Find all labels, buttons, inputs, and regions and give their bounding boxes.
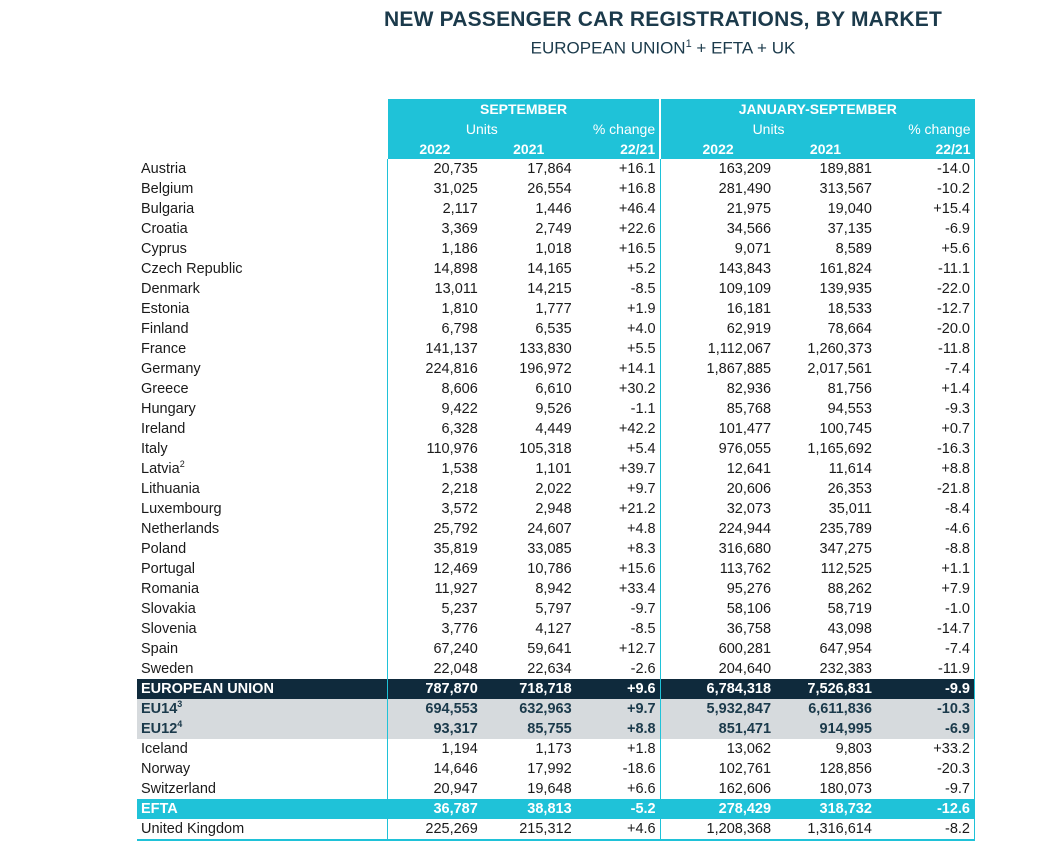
ytd-pct-change: -9.7 bbox=[876, 779, 975, 799]
sep-2021: 105,318 bbox=[519, 441, 572, 457]
header-period-ytd-pct: 22/21 bbox=[876, 139, 975, 159]
sep-pct-change: +22.6 bbox=[618, 221, 656, 237]
country-name: Cyprus bbox=[137, 239, 388, 259]
ytd-2021: 100,745 bbox=[819, 421, 872, 437]
table-row bbox=[137, 479, 975, 499]
country-name: Austria bbox=[137, 159, 388, 179]
header-year-2022-sep: 2022 bbox=[388, 139, 482, 159]
sep-2022: 2,117 bbox=[442, 201, 478, 217]
sep-2021: 4,127 bbox=[535, 621, 572, 637]
table-row bbox=[137, 659, 975, 679]
sep-pct-change: +1.9 bbox=[627, 301, 656, 317]
sep-pct-change: +15.6 bbox=[618, 561, 656, 577]
ytd-2021: 161,824 bbox=[819, 261, 872, 277]
header-pct-september: % change bbox=[576, 119, 660, 139]
sep-2021: 5,797 bbox=[535, 601, 572, 617]
table-row bbox=[137, 539, 975, 559]
ytd-2021: 8,589 bbox=[835, 241, 872, 257]
sep-2021: 22,634 bbox=[527, 661, 572, 677]
sep-2022: 110,976 bbox=[426, 441, 478, 457]
sep-2021: 718,718 bbox=[482, 679, 576, 699]
sep-2022: 36,787 bbox=[388, 799, 482, 819]
ytd-pct-change: -7.4 bbox=[876, 359, 975, 379]
ytd-pct-change: -11.8 bbox=[876, 339, 975, 359]
ytd-pct-change: -20.3 bbox=[876, 759, 975, 779]
table-row bbox=[137, 299, 975, 319]
country-name: EFTA bbox=[137, 799, 388, 819]
table-row bbox=[137, 679, 975, 699]
country-name: Finland bbox=[137, 319, 388, 339]
table-row bbox=[137, 759, 975, 779]
sep-pct-change: +8.8 bbox=[576, 719, 660, 739]
sep-pct-change: +39.7 bbox=[618, 461, 656, 477]
ytd-2022: 95,276 bbox=[660, 579, 775, 599]
sep-2022: 2,218 bbox=[441, 481, 478, 497]
sep-2022: 6,798 bbox=[441, 321, 478, 337]
ytd-2022: 281,490 bbox=[660, 179, 775, 199]
sep-2021: 19,648 bbox=[527, 781, 572, 797]
table-row bbox=[137, 399, 975, 419]
country-name: Lithuania bbox=[137, 479, 388, 499]
sep-pct-change: +9.7 bbox=[576, 699, 660, 719]
footnote-marker: 2 bbox=[179, 459, 185, 470]
ytd-2021: 235,789 bbox=[819, 521, 872, 537]
sep-pct-change: +16.8 bbox=[618, 181, 656, 197]
table-row bbox=[137, 319, 975, 339]
ytd-2022: 1,112,067 bbox=[660, 339, 775, 359]
sep-2021: 10,786 bbox=[527, 561, 572, 577]
sep-pct-change: -18.6 bbox=[622, 761, 656, 777]
sep-pct-change: -8.5 bbox=[630, 621, 656, 637]
sep-2021: 2,948 bbox=[535, 501, 572, 517]
ytd-2021: 19,040 bbox=[827, 201, 872, 217]
sep-pct-change: +4.0 bbox=[627, 321, 656, 337]
ytd-pct-change: -20.0 bbox=[876, 319, 975, 339]
ytd-2021: 1,260,373 bbox=[807, 341, 872, 357]
table-row bbox=[137, 579, 975, 599]
sep-2021: 59,641 bbox=[527, 641, 572, 657]
country-name: France bbox=[137, 339, 388, 359]
ytd-pct-change: +1.1 bbox=[876, 559, 975, 579]
header-year-2021-ytd: 2021 bbox=[775, 139, 876, 159]
sep-pct-change: +12.7 bbox=[618, 641, 656, 657]
ytd-2022: 143,843 bbox=[660, 259, 775, 279]
sep-2022: 787,870 bbox=[388, 679, 482, 699]
country-name: Croatia bbox=[137, 219, 388, 239]
ytd-2021: 232,383 bbox=[819, 661, 872, 677]
ytd-pct-change: -10.3 bbox=[876, 699, 975, 719]
sep-2021: 6,535 bbox=[535, 321, 572, 337]
ytd-pct-change: +15.4 bbox=[876, 199, 975, 219]
ytd-2021: 112,525 bbox=[820, 561, 872, 577]
ytd-pct-change: -8.4 bbox=[876, 499, 975, 519]
sep-2022: 5,237 bbox=[441, 601, 478, 617]
ytd-pct-change: -6.9 bbox=[876, 719, 975, 739]
sep-pct-change: -1.1 bbox=[630, 401, 656, 417]
ytd-pct-change: -16.3 bbox=[876, 439, 975, 459]
ytd-2022: 1,867,885 bbox=[660, 359, 775, 379]
sep-2022: 14,646 bbox=[433, 761, 478, 777]
ytd-2022: 600,281 bbox=[660, 639, 775, 659]
ytd-2022: 62,919 bbox=[660, 319, 775, 339]
ytd-2022: 32,073 bbox=[660, 499, 775, 519]
sep-2022: 67,240 bbox=[433, 641, 478, 657]
sep-pct-change: +5.2 bbox=[627, 261, 656, 277]
country-name: Greece bbox=[137, 379, 388, 399]
ytd-2021: 11,614 bbox=[828, 461, 872, 477]
ytd-2021: 43,098 bbox=[827, 621, 872, 637]
country-name: Estonia bbox=[137, 299, 388, 319]
table-body bbox=[137, 159, 975, 840]
ytd-2021: 7,526,831 bbox=[775, 679, 876, 699]
sep-2021: 1,101 bbox=[535, 461, 572, 477]
ytd-pct-change: -10.2 bbox=[876, 179, 975, 199]
header-blank bbox=[137, 99, 388, 119]
ytd-2022: 6,784,318 bbox=[660, 679, 775, 699]
table-row bbox=[137, 779, 975, 799]
ytd-2021: 2,017,561 bbox=[807, 361, 872, 377]
sep-2022: 22,048 bbox=[433, 661, 478, 677]
table-row bbox=[137, 619, 975, 639]
ytd-2022: 5,932,847 bbox=[660, 699, 775, 719]
ytd-2021: 6,611,836 bbox=[775, 699, 876, 719]
sep-2021: 632,963 bbox=[482, 699, 576, 719]
country-name: Poland bbox=[137, 539, 388, 559]
ytd-2022: 101,477 bbox=[660, 419, 775, 439]
ytd-pct-change: -14.7 bbox=[876, 619, 975, 639]
table-row bbox=[137, 519, 975, 539]
ytd-2021: 1,165,692 bbox=[807, 441, 872, 457]
ytd-2021: 94,553 bbox=[827, 401, 872, 417]
table-row bbox=[137, 379, 975, 399]
table-row bbox=[137, 559, 975, 579]
country-name: Spain bbox=[137, 639, 388, 659]
header-period-september: SEPTEMBER bbox=[388, 99, 660, 119]
header-period-sep: 22/21 bbox=[576, 139, 660, 159]
subtitle-rest: + EFTA + UK bbox=[691, 38, 796, 58]
sep-2022: 35,819 bbox=[433, 541, 478, 557]
sep-2021: 133,830 bbox=[519, 341, 572, 357]
sep-2022: 1,194 bbox=[441, 741, 478, 757]
ytd-pct-change: -14.0 bbox=[876, 159, 975, 179]
ytd-pct-change: +8.8 bbox=[876, 459, 975, 479]
sep-pct-change: +16.1 bbox=[618, 161, 656, 177]
page-title: NEW PASSENGER CAR REGISTRATIONS, BY MARKET bbox=[384, 8, 942, 31]
table-row bbox=[137, 339, 975, 359]
ytd-pct-change: +1.4 bbox=[876, 379, 975, 399]
sep-2022: 13,011 bbox=[434, 281, 478, 297]
sep-2021: 8,942 bbox=[535, 581, 572, 597]
ytd-pct-change: -9.9 bbox=[876, 679, 975, 699]
subtitle-main: EUROPEAN UNION bbox=[530, 38, 686, 58]
ytd-pct-change: -12.7 bbox=[876, 299, 975, 319]
ytd-2021: 347,275 bbox=[819, 541, 872, 557]
table-row bbox=[137, 499, 975, 519]
ytd-2022: 102,761 bbox=[660, 759, 775, 779]
sep-2022: 20,947 bbox=[433, 781, 478, 797]
table-row bbox=[137, 739, 975, 759]
country-name: Ireland bbox=[137, 419, 388, 439]
sep-2021: 1,173 bbox=[535, 741, 572, 757]
sep-2021: 6,610 bbox=[535, 381, 572, 397]
table-row bbox=[137, 439, 975, 459]
ytd-2021: 914,995 bbox=[775, 719, 876, 739]
sep-2022: 11,927 bbox=[434, 581, 478, 597]
sep-2022: 12,469 bbox=[433, 561, 478, 577]
sep-2022: 6,328 bbox=[441, 421, 478, 437]
ytd-2022: 204,640 bbox=[660, 659, 775, 679]
sep-pct-change: +30.2 bbox=[618, 381, 656, 397]
sep-2021: 85,755 bbox=[482, 719, 576, 739]
footnote-marker: 4 bbox=[177, 719, 183, 730]
sep-2022: 225,269 bbox=[388, 819, 482, 840]
table-row bbox=[137, 459, 975, 479]
ytd-pct-change: -8.8 bbox=[876, 539, 975, 559]
ytd-2021: 35,011 bbox=[828, 501, 872, 517]
sep-pct-change: +1.8 bbox=[627, 741, 656, 757]
country-name: Romania bbox=[137, 579, 388, 599]
country-name: Iceland bbox=[137, 739, 388, 759]
country-name: Italy bbox=[137, 439, 388, 459]
sep-pct-change: +46.4 bbox=[618, 201, 656, 217]
footnote-marker: 3 bbox=[177, 699, 183, 710]
ytd-2022: 9,071 bbox=[660, 239, 775, 259]
country-name: Czech Republic bbox=[137, 259, 388, 279]
ytd-pct-change: -7.4 bbox=[876, 639, 975, 659]
country-name: Netherlands bbox=[137, 519, 388, 539]
ytd-2021: 78,664 bbox=[827, 321, 872, 337]
sep-pct-change: +6.6 bbox=[627, 781, 656, 797]
table-row bbox=[137, 199, 975, 219]
ytd-2022: 13,062 bbox=[660, 739, 775, 759]
ytd-pct-change: +33.2 bbox=[876, 739, 975, 759]
ytd-2022: 113,762 bbox=[660, 559, 775, 579]
country-name: Denmark bbox=[137, 279, 388, 299]
ytd-2021: 313,567 bbox=[819, 181, 872, 197]
sep-2021: 24,607 bbox=[527, 521, 572, 537]
ytd-2022: 224,944 bbox=[660, 519, 775, 539]
sep-2021: 38,813 bbox=[482, 799, 576, 819]
ytd-pct-change: -4.6 bbox=[876, 519, 975, 539]
sep-pct-change: +8.3 bbox=[627, 541, 656, 557]
sep-2022: 1,810 bbox=[441, 301, 478, 317]
ytd-pct-change: +0.7 bbox=[876, 419, 975, 439]
sep-pct-change: +14.1 bbox=[618, 361, 656, 377]
country-name: Slovenia bbox=[137, 619, 388, 639]
ytd-2022: 82,936 bbox=[660, 379, 775, 399]
sep-2021: 17,864 bbox=[527, 161, 572, 177]
table-row bbox=[137, 419, 975, 439]
sep-pct-change: +9.7 bbox=[627, 481, 656, 497]
ytd-2022: 21,975 bbox=[660, 199, 775, 219]
sep-pct-change: +5.4 bbox=[627, 441, 656, 457]
country-name: Sweden bbox=[137, 659, 388, 679]
sep-2021: 17,992 bbox=[527, 761, 572, 777]
sep-2021: 14,215 bbox=[527, 281, 572, 297]
sep-pct-change: +9.6 bbox=[576, 679, 660, 699]
sep-2022: 93,317 bbox=[388, 719, 482, 739]
ytd-pct-change: -6.9 bbox=[876, 219, 975, 239]
country-name: Bulgaria bbox=[137, 199, 388, 219]
table-row bbox=[137, 239, 975, 259]
ytd-2021: 1,316,614 bbox=[775, 819, 876, 840]
sep-2022: 20,735 bbox=[433, 161, 478, 177]
sep-2022: 3,369 bbox=[441, 221, 478, 237]
sep-2022: 224,816 bbox=[425, 361, 478, 377]
ytd-2021: 180,073 bbox=[819, 781, 872, 797]
table-row bbox=[137, 279, 975, 299]
ytd-2021: 37,135 bbox=[827, 221, 872, 237]
country-name: EUROPEAN UNION bbox=[137, 679, 388, 699]
ytd-2022: 16,181 bbox=[660, 299, 775, 319]
country-name: Switzerland bbox=[137, 779, 388, 799]
ytd-2022: 58,106 bbox=[660, 599, 775, 619]
sep-2021: 9,526 bbox=[535, 401, 572, 417]
ytd-2022: 20,606 bbox=[660, 479, 775, 499]
table-row bbox=[137, 219, 975, 239]
sep-pct-change: -5.2 bbox=[576, 799, 660, 819]
sep-2021: 14,165 bbox=[527, 261, 572, 277]
country-name: $EU12^4$ bbox=[137, 719, 388, 739]
header-units-ytd: Units bbox=[660, 119, 876, 139]
sep-2021: 1,777 bbox=[535, 301, 572, 317]
ytd-pct-change: +5.6 bbox=[876, 239, 975, 259]
header-period-ytd: JANUARY-SEPTEMBER bbox=[660, 99, 974, 119]
table-row bbox=[137, 799, 975, 819]
sep-2021: 1,446 bbox=[535, 201, 572, 217]
country-name: $EU14^3$ bbox=[137, 699, 388, 719]
sep-2021: 2,022 bbox=[535, 481, 572, 497]
table-row bbox=[137, 179, 975, 199]
country-name: Portugal bbox=[137, 559, 388, 579]
table-row bbox=[137, 819, 975, 840]
ytd-pct-change: -11.1 bbox=[876, 259, 975, 279]
sep-2022: 1,186 bbox=[441, 241, 478, 257]
ytd-2021: 128,856 bbox=[819, 761, 872, 777]
ytd-2021: 647,954 bbox=[819, 641, 872, 657]
ytd-2021: 58,719 bbox=[827, 601, 872, 617]
ytd-pct-change: -11.9 bbox=[876, 659, 975, 679]
header-pct-ytd: % change bbox=[876, 119, 975, 139]
ytd-2022: 109,109 bbox=[660, 279, 775, 299]
country-name: United Kingdom bbox=[137, 819, 388, 840]
country-name: Slovakia bbox=[137, 599, 388, 619]
sep-2021: 33,085 bbox=[527, 541, 572, 557]
subtitle-footnote: 1 bbox=[685, 38, 692, 50]
sep-pct-change: +4.6 bbox=[576, 819, 660, 840]
sep-2022: 31,025 bbox=[433, 181, 478, 197]
ytd-pct-change: -9.3 bbox=[876, 399, 975, 419]
ytd-2022: 36,758 bbox=[660, 619, 775, 639]
table-row bbox=[137, 359, 975, 379]
sep-2021: 26,554 bbox=[527, 181, 572, 197]
ytd-2022: 34,566 bbox=[660, 219, 775, 239]
ytd-pct-change: -12.6 bbox=[876, 799, 975, 819]
ytd-2021: 81,756 bbox=[827, 381, 872, 397]
ytd-pct-change: -8.2 bbox=[876, 819, 975, 840]
sep-2021: 196,972 bbox=[519, 361, 572, 377]
ytd-pct-change: -22.0 bbox=[876, 279, 975, 299]
ytd-2021: 189,881 bbox=[819, 161, 872, 177]
country-name: Latvia$^2$ bbox=[137, 459, 388, 479]
header-year-2022-ytd: 2022 bbox=[660, 139, 775, 159]
sep-2022: 3,776 bbox=[441, 621, 478, 637]
header-units-september: Units bbox=[388, 119, 576, 139]
sep-2021: 215,312 bbox=[482, 819, 576, 840]
ytd-2021: 9,803 bbox=[835, 741, 872, 757]
ytd-2021: 139,935 bbox=[819, 281, 872, 297]
ytd-2021: 26,353 bbox=[827, 481, 872, 497]
sep-2022: 9,422 bbox=[441, 401, 478, 417]
sep-pct-change: +33.4 bbox=[618, 581, 656, 597]
sep-pct-change: +4.8 bbox=[627, 521, 656, 537]
table-row bbox=[137, 259, 975, 279]
ytd-pct-change: -21.8 bbox=[876, 479, 975, 499]
ytd-pct-change: -1.0 bbox=[876, 599, 975, 619]
ytd-2022: 1,208,368 bbox=[660, 819, 775, 840]
sep-2021: 2,749 bbox=[535, 221, 572, 237]
page-subtitle bbox=[0, 38, 1057, 59]
ytd-2022: 163,209 bbox=[660, 159, 775, 179]
ytd-pct-change: +7.9 bbox=[876, 579, 975, 599]
country-name: Belgium bbox=[137, 179, 388, 199]
sep-pct-change: +21.2 bbox=[618, 501, 656, 517]
sep-2022: 14,898 bbox=[433, 261, 478, 277]
registrations-table bbox=[137, 99, 975, 841]
ytd-2022: 316,680 bbox=[660, 539, 775, 559]
sep-pct-change: -8.5 bbox=[630, 281, 656, 297]
sep-2022: 3,572 bbox=[441, 501, 478, 517]
sep-pct-change: +5.5 bbox=[627, 341, 656, 357]
table-row bbox=[137, 639, 975, 659]
ytd-2021: 88,262 bbox=[827, 581, 872, 597]
sep-pct-change: -9.7 bbox=[630, 601, 656, 617]
ytd-2022: 851,471 bbox=[660, 719, 775, 739]
sep-2021: 4,449 bbox=[535, 421, 572, 437]
sep-2022: 141,137 bbox=[425, 341, 478, 357]
sep-2022: 694,553 bbox=[388, 699, 482, 719]
country-name: Norway bbox=[137, 759, 388, 779]
header-year-2021-sep: 2021 bbox=[482, 139, 576, 159]
ytd-2022: 162,606 bbox=[660, 779, 775, 799]
country-name: Germany bbox=[137, 359, 388, 379]
ytd-2022: 278,429 bbox=[660, 799, 775, 819]
sep-pct-change: +16.5 bbox=[618, 241, 656, 257]
ytd-2022: 85,768 bbox=[660, 399, 775, 419]
sep-2022: 25,792 bbox=[433, 521, 478, 537]
sep-2022: 1,538 bbox=[441, 461, 478, 477]
ytd-2021: 18,533 bbox=[827, 301, 872, 317]
table-row bbox=[137, 719, 975, 739]
table-row bbox=[137, 599, 975, 619]
table-row bbox=[137, 159, 975, 179]
ytd-2021: 318,732 bbox=[775, 799, 876, 819]
ytd-2022: 12,641 bbox=[660, 459, 775, 479]
sep-pct-change: +42.2 bbox=[618, 421, 656, 437]
country-name: Hungary bbox=[137, 399, 388, 419]
table-row bbox=[137, 699, 975, 719]
ytd-2022: 976,055 bbox=[660, 439, 775, 459]
sep-2022: 8,606 bbox=[441, 381, 478, 397]
sep-pct-change: -2.6 bbox=[630, 661, 656, 677]
country-name: Luxembourg bbox=[137, 499, 388, 519]
sep-2021: 1,018 bbox=[535, 241, 572, 257]
